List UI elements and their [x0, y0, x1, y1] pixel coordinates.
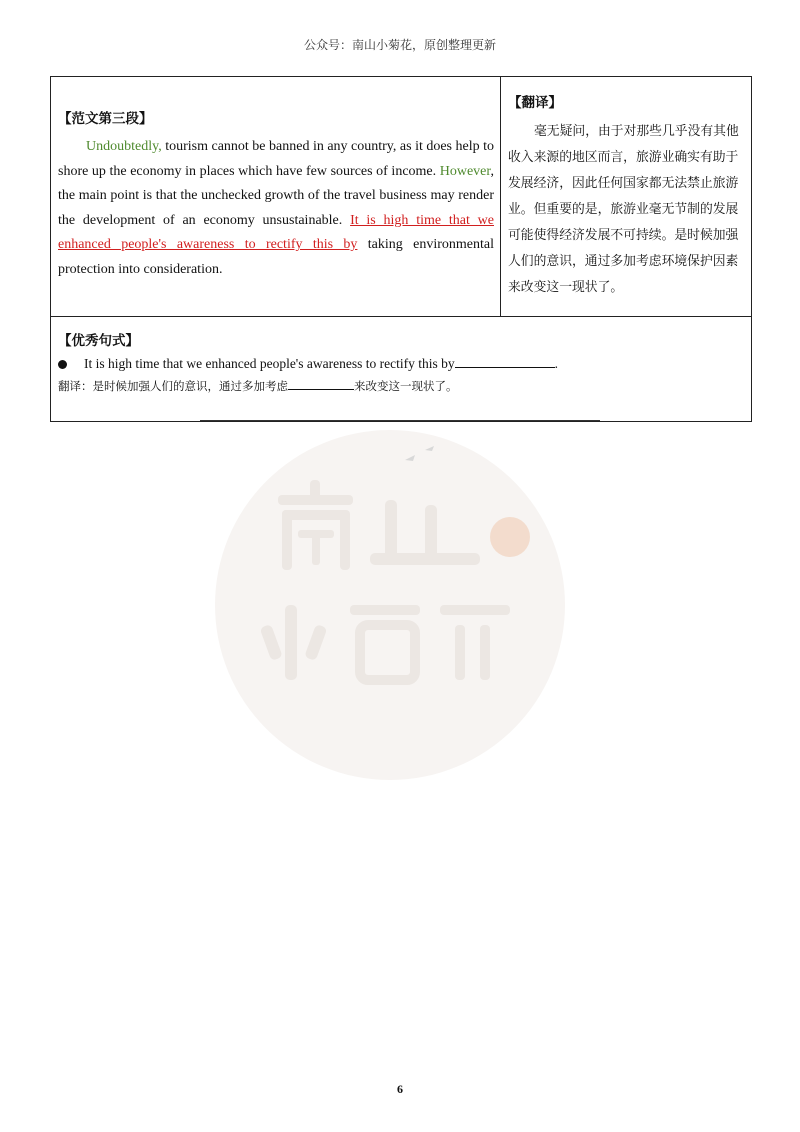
cn-prefix: 翻译：是时候加强人们的意识，通过多加考虑	[58, 379, 288, 393]
sentence-item	[58, 353, 751, 375]
bullet-icon	[58, 360, 67, 369]
essay-text-1: tourism cannot be banned in any country, as it does help to shore up the economy in places which have few sources of income.	[58, 139, 494, 179]
key-sentence-highlight: It is high time that we enhanced people's awareness to rectify this by	[58, 212, 494, 252]
cn-suffix: 来改变这一现状了。	[354, 379, 458, 393]
page-header: 公众号：南山小菊花，原创整理更新	[303, 38, 496, 52]
sentence-title: 【优秀句式】	[58, 333, 139, 349]
connector-however: However	[439, 163, 491, 179]
essay-text-2: , the main point is that the unchecked growth of the travel business may render the development of an economy unsustainable.	[58, 163, 494, 228]
sentence-text: It is high time that we enhanced people's awareness to rectify this by	[84, 356, 455, 371]
sentence-box	[50, 316, 752, 422]
essay-paragraph	[58, 135, 494, 282]
divider-line	[200, 420, 600, 421]
essay-paragraph-cell	[51, 77, 501, 316]
essay-title: 【范文第三段】	[58, 111, 153, 127]
translation-text: 毫无疑问，由于对那些几乎没有其他收入来源的地区而言，旅游业确实有助于发展经济，因此任何国家都无法禁止旅游业。但重要的是，旅游业毫无节制的发展可能使得经济发展不可持续。是时候加强人们的意识，通过多加考虑环境保护因素来改变这一现状了。	[508, 124, 739, 295]
page-number: 6	[397, 1082, 403, 1096]
watermark-logo	[210, 425, 570, 785]
essay-box	[50, 76, 752, 317]
connector-undoubtedly: Undoubtedly,	[86, 139, 162, 154]
translation-cell	[501, 77, 751, 316]
essay-text-3: taking environmental protection into consideration.	[58, 237, 494, 277]
sentence-translation	[58, 375, 751, 397]
sentence-period: .	[554, 356, 558, 371]
translation-title: 【翻译】	[508, 95, 562, 111]
cn-fill-blank	[288, 378, 354, 390]
fill-blank	[455, 355, 555, 368]
